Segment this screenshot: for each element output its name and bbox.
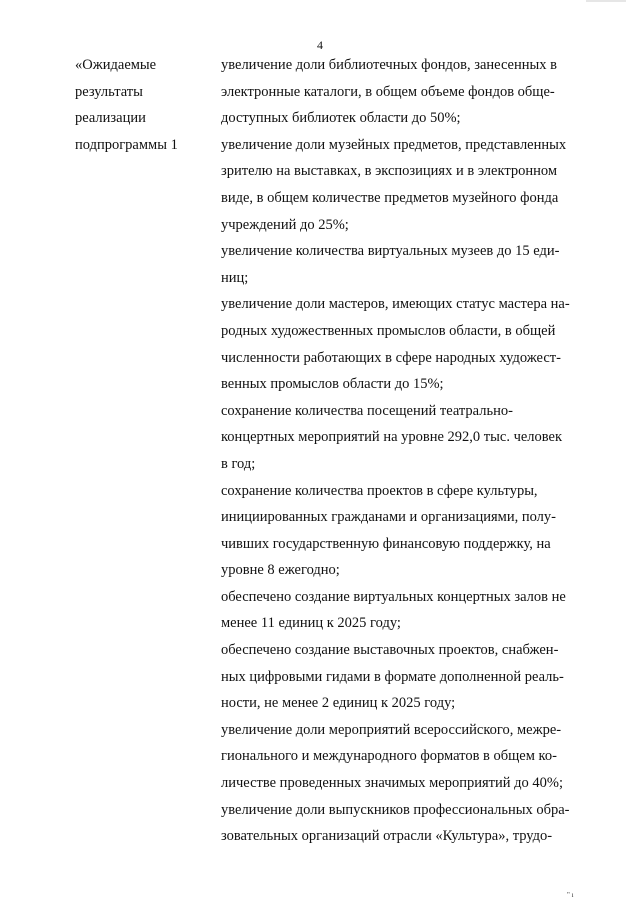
content-line: увеличение доли выпускников профессиональных обра-: [221, 801, 570, 818]
content-line: личестве проведенных значимых мероприятий до 40%;: [221, 775, 563, 792]
content-line: обеспечено создание выставочных проектов, снабжен-: [221, 642, 559, 659]
content-line: зовательных организаций отрасли «Культура», трудо-: [221, 828, 553, 845]
row-label-line: реализации: [75, 110, 146, 127]
content-line: родных художественных промыслов области, в общей: [221, 322, 556, 339]
content-line: численности работающих в сфере народных художест-: [221, 349, 561, 366]
content-line: инициированных гражданами и организациями, полу-: [221, 509, 556, 526]
row-content-column: [221, 52, 591, 850]
scan-corner-mark: [586, 0, 626, 4]
content-line: виде, в общем количестве предметов музейного фонда: [221, 189, 559, 206]
content-line: увеличение количества виртуальных музеев до 15 еди-: [221, 243, 560, 260]
content-line: сохранение количества проектов в сфере культуры,: [221, 482, 538, 499]
page-number: 4: [317, 38, 323, 52]
content-line: ных цифровыми гидами в формате дополненной реаль-: [221, 668, 564, 685]
content-line: электронные каталоги, в общем объеме фондов обще-: [221, 83, 555, 100]
content-line: гионального и международного форматов в общем ко-: [221, 748, 557, 765]
content-line: ниц;: [221, 269, 249, 286]
row-label-line: результаты: [75, 83, 143, 100]
content-line: обеспечено создание виртуальных концертных залов не: [221, 588, 566, 605]
content-line: чивших государственную финансовую поддержку, на: [221, 535, 551, 552]
content-line: доступных библиотек области до 50%;: [221, 110, 461, 127]
content-line: увеличение доли музейных предметов, представленных: [221, 136, 567, 153]
content-line: учреждений до 25%;: [221, 216, 349, 233]
content-line: менее 11 единиц к 2025 году;: [221, 615, 401, 632]
scan-footer-mark: " ı: [567, 891, 574, 899]
content-line: уровне 8 ежегодно;: [221, 562, 340, 579]
content-line: зрителю на выставках, в экспозициях и в электронном: [221, 163, 558, 180]
content-line: концертных мероприятий на уровне 292,0 тыс. человек: [221, 429, 563, 446]
content-line: сохранение количества посещений театрально-: [221, 402, 513, 419]
content-line: венных промыслов области до 15%;: [221, 376, 444, 393]
content-line: увеличение доли мероприятий всероссийского, межре-: [221, 721, 562, 738]
content-line: ности, не менее 2 единиц к 2025 году;: [221, 695, 456, 712]
row-label-column: [75, 52, 215, 158]
content-line: увеличение доли мастеров, имеющих статус мастера на-: [221, 296, 570, 313]
row-label-line: «Ожидаемые: [75, 57, 157, 73]
content-line: в год;: [221, 455, 256, 472]
row-label-line: подпрограммы 1: [75, 136, 178, 153]
content-line: увеличение доли библиотечных фондов, занесенных в: [221, 57, 557, 73]
